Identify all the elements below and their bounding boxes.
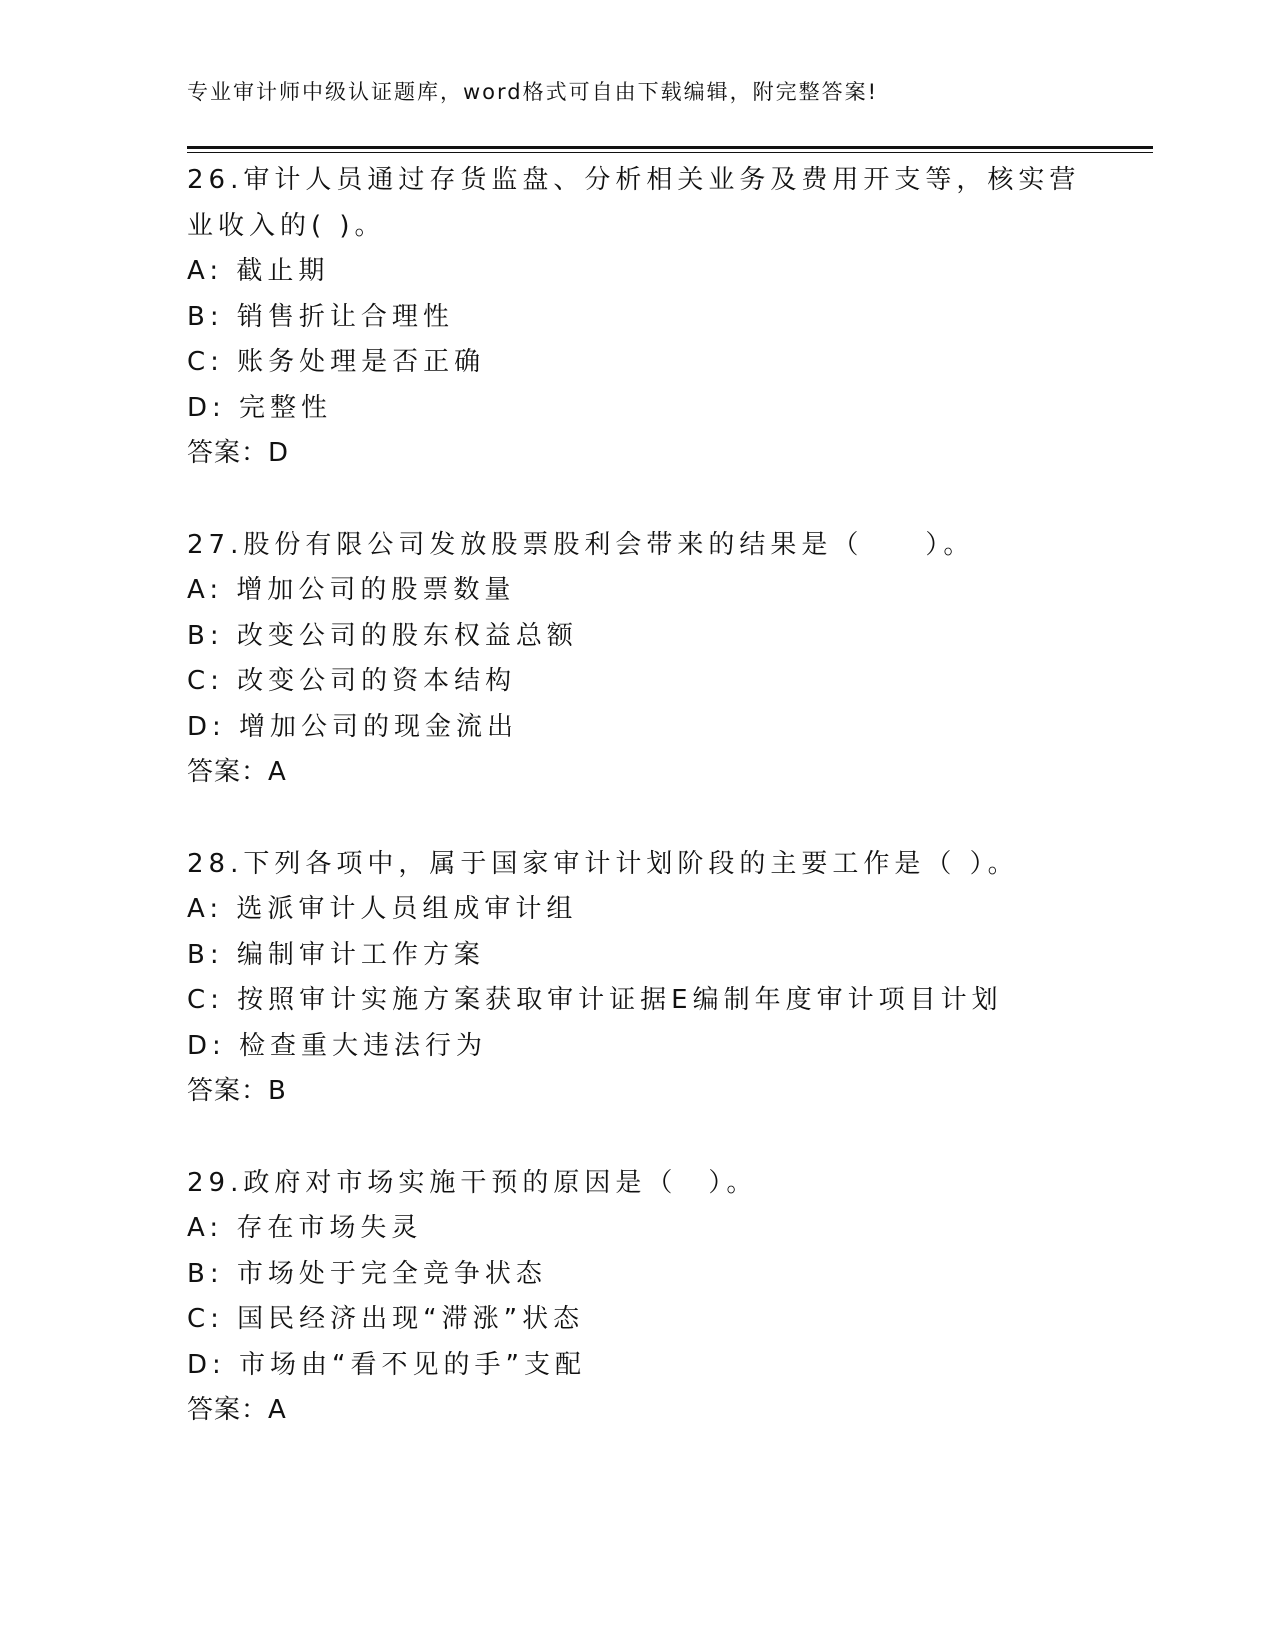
option-d: D: 检查重大违法行为 (187, 1030, 488, 1061)
option-c: C: 按照审计实施方案获取审计证据E编制年度审计项目计划 (187, 985, 1003, 1015)
question-27 (187, 523, 1153, 796)
question-26 (187, 158, 1153, 477)
option-d: D: 完整性 (187, 392, 333, 423)
answer-line: 答案：A (187, 757, 287, 787)
question-stem: 27.股份有限公司发放股票股利会带来的结果是（ ）。 (187, 529, 975, 560)
header-rule-thick (187, 146, 1153, 149)
option-a: A: 选派审计人员组成审计组 (187, 894, 578, 924)
option-b: B: 销售折让合理性 (187, 301, 454, 332)
question-stem: 26.审计人员通过存货监盘、分析相关业务及费用开支等，核实营业收入的( )。 (187, 165, 1081, 241)
question-29 (187, 1161, 1153, 1434)
option-b: B: 改变公司的股东权益总额 (187, 620, 578, 651)
answer-line: 答案：B (187, 1076, 287, 1106)
option-c: C: 改变公司的资本结构 (187, 666, 517, 696)
question-list (187, 158, 1153, 1480)
option-b: B: 市场处于完全竞争状态 (187, 1258, 547, 1289)
option-a: A: 截止期 (187, 256, 330, 286)
option-a: A: 增加公司的股票数量 (187, 575, 516, 605)
option-a: A: 存在市场失灵 (187, 1213, 423, 1243)
answer-line: 答案：A (187, 1395, 287, 1425)
question-stem: 28.下列各项中，属于国家审计计划阶段的主要工作是（ ）。 (187, 848, 1019, 879)
option-b: B: 编制审计工作方案 (187, 939, 485, 970)
page-header: 专业审计师中级认证题库，word格式可自由下载编辑，附完整答案! (187, 80, 879, 104)
option-c: C: 国民经济出现“滞涨”状态 (187, 1304, 585, 1334)
option-d: D: 增加公司的现金流出 (187, 711, 519, 742)
option-c: C: 账务处理是否正确 (187, 347, 486, 377)
question-28 (187, 842, 1153, 1115)
header-rule-thin (187, 152, 1153, 153)
option-d: D: 市场由“看不见的手”支配 (187, 1349, 586, 1380)
question-stem: 29.政府对市场实施干预的原因是（ ）。 (187, 1167, 758, 1198)
answer-line: 答案：D (187, 438, 290, 468)
